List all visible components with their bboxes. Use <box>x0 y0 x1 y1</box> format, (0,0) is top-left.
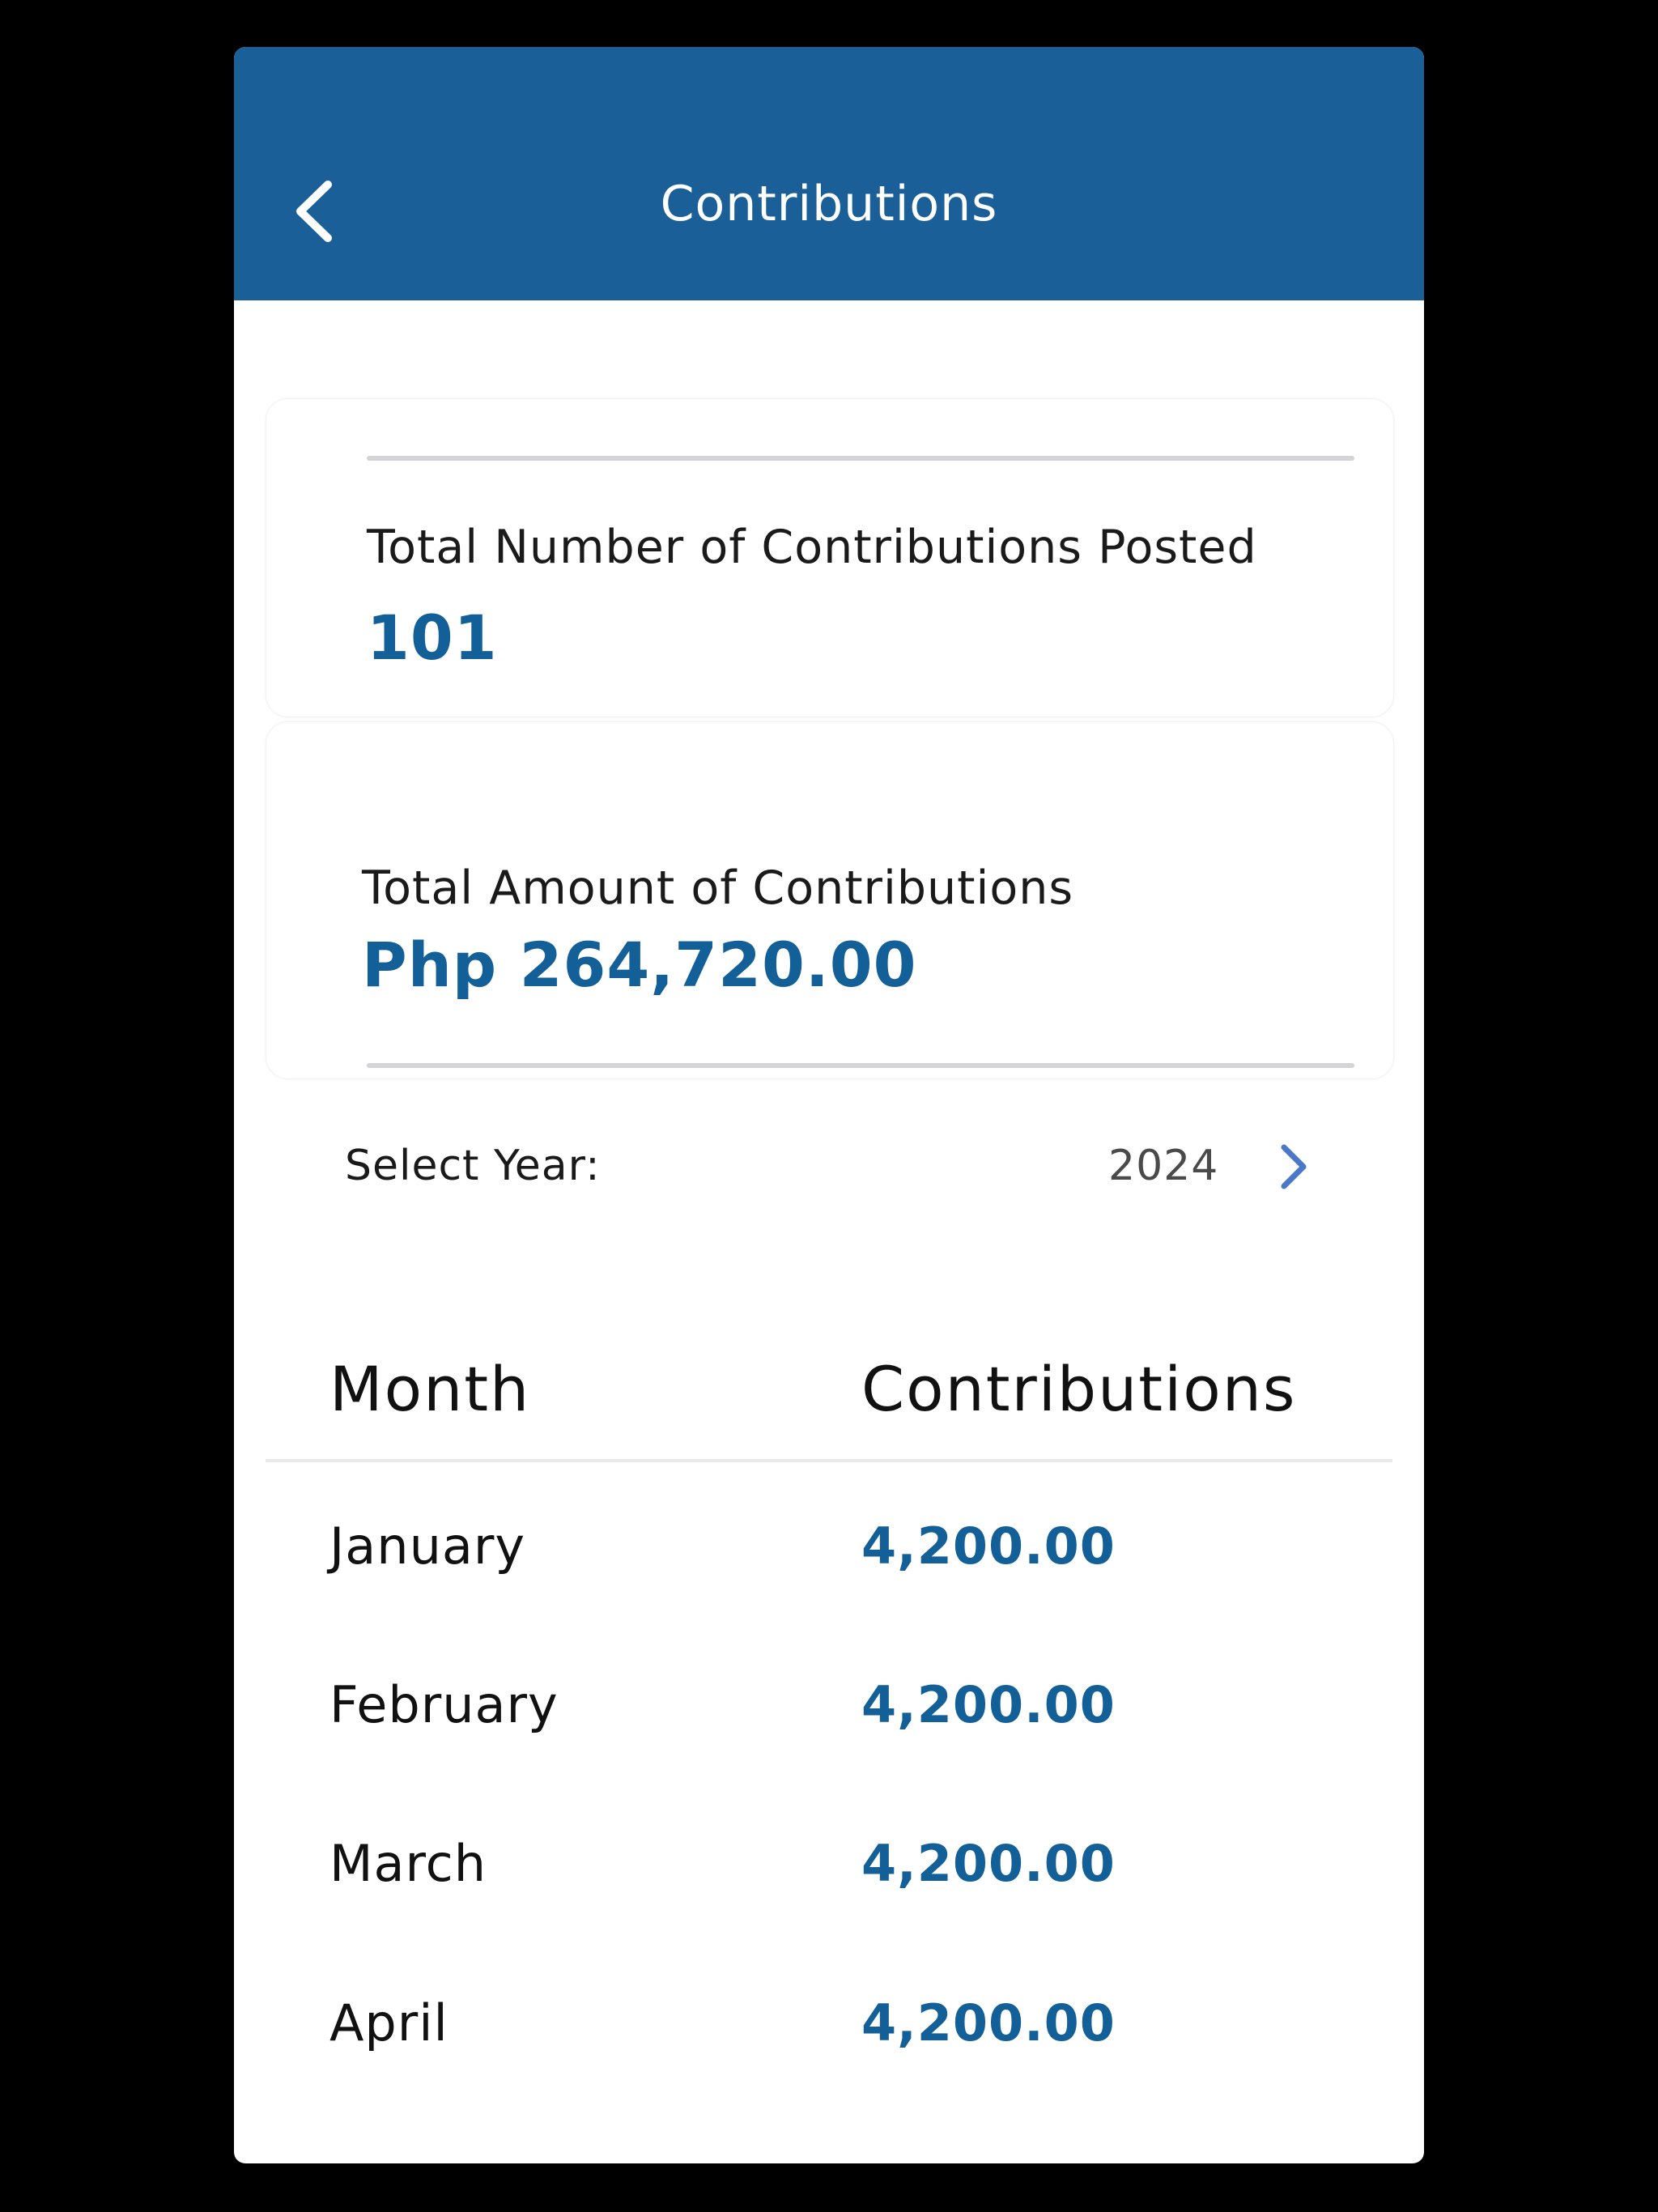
table-row <box>234 1665 1424 1746</box>
amount-label: Total Amount of Contributions <box>362 861 1074 915</box>
contributions-count-card <box>266 398 1394 717</box>
table-divider <box>266 1459 1392 1462</box>
count-label: Total Number of Contributions Posted <box>367 521 1257 574</box>
month-cell: March <box>329 1834 487 1893</box>
contributions-column-header: Contributions <box>861 1353 1297 1425</box>
year-selector[interactable] <box>234 1121 1424 1210</box>
month-cell: April <box>329 1993 449 2052</box>
amount-cell: 4,200.00 <box>861 1834 1116 1893</box>
amount-cell: 4,200.00 <box>861 1675 1116 1734</box>
table-header <box>234 1349 1424 1430</box>
table-row <box>234 1983 1424 2064</box>
table-row <box>234 1823 1424 1904</box>
card-bottom-divider <box>367 1063 1354 1068</box>
amount-cell: 4,200.00 <box>861 1993 1116 2052</box>
count-value: 101 <box>367 602 498 674</box>
app-screen <box>234 47 1424 2163</box>
card-top-divider <box>367 456 1354 461</box>
page-title: Contributions <box>660 176 998 232</box>
year-value[interactable]: 2024 <box>1108 1142 1219 1190</box>
chevron-right-icon[interactable] <box>1273 1141 1313 1193</box>
amount-value: Php 264,720.00 <box>362 929 917 1001</box>
contributions-amount-card <box>266 721 1394 1079</box>
table-row <box>234 1506 1424 1587</box>
header-bar <box>234 47 1424 300</box>
month-cell: February <box>329 1675 559 1734</box>
year-label: Select Year: <box>345 1142 601 1190</box>
amount-cell: 4,200.00 <box>861 1516 1116 1576</box>
month-cell: January <box>329 1516 526 1576</box>
month-column-header: Month <box>329 1353 531 1425</box>
